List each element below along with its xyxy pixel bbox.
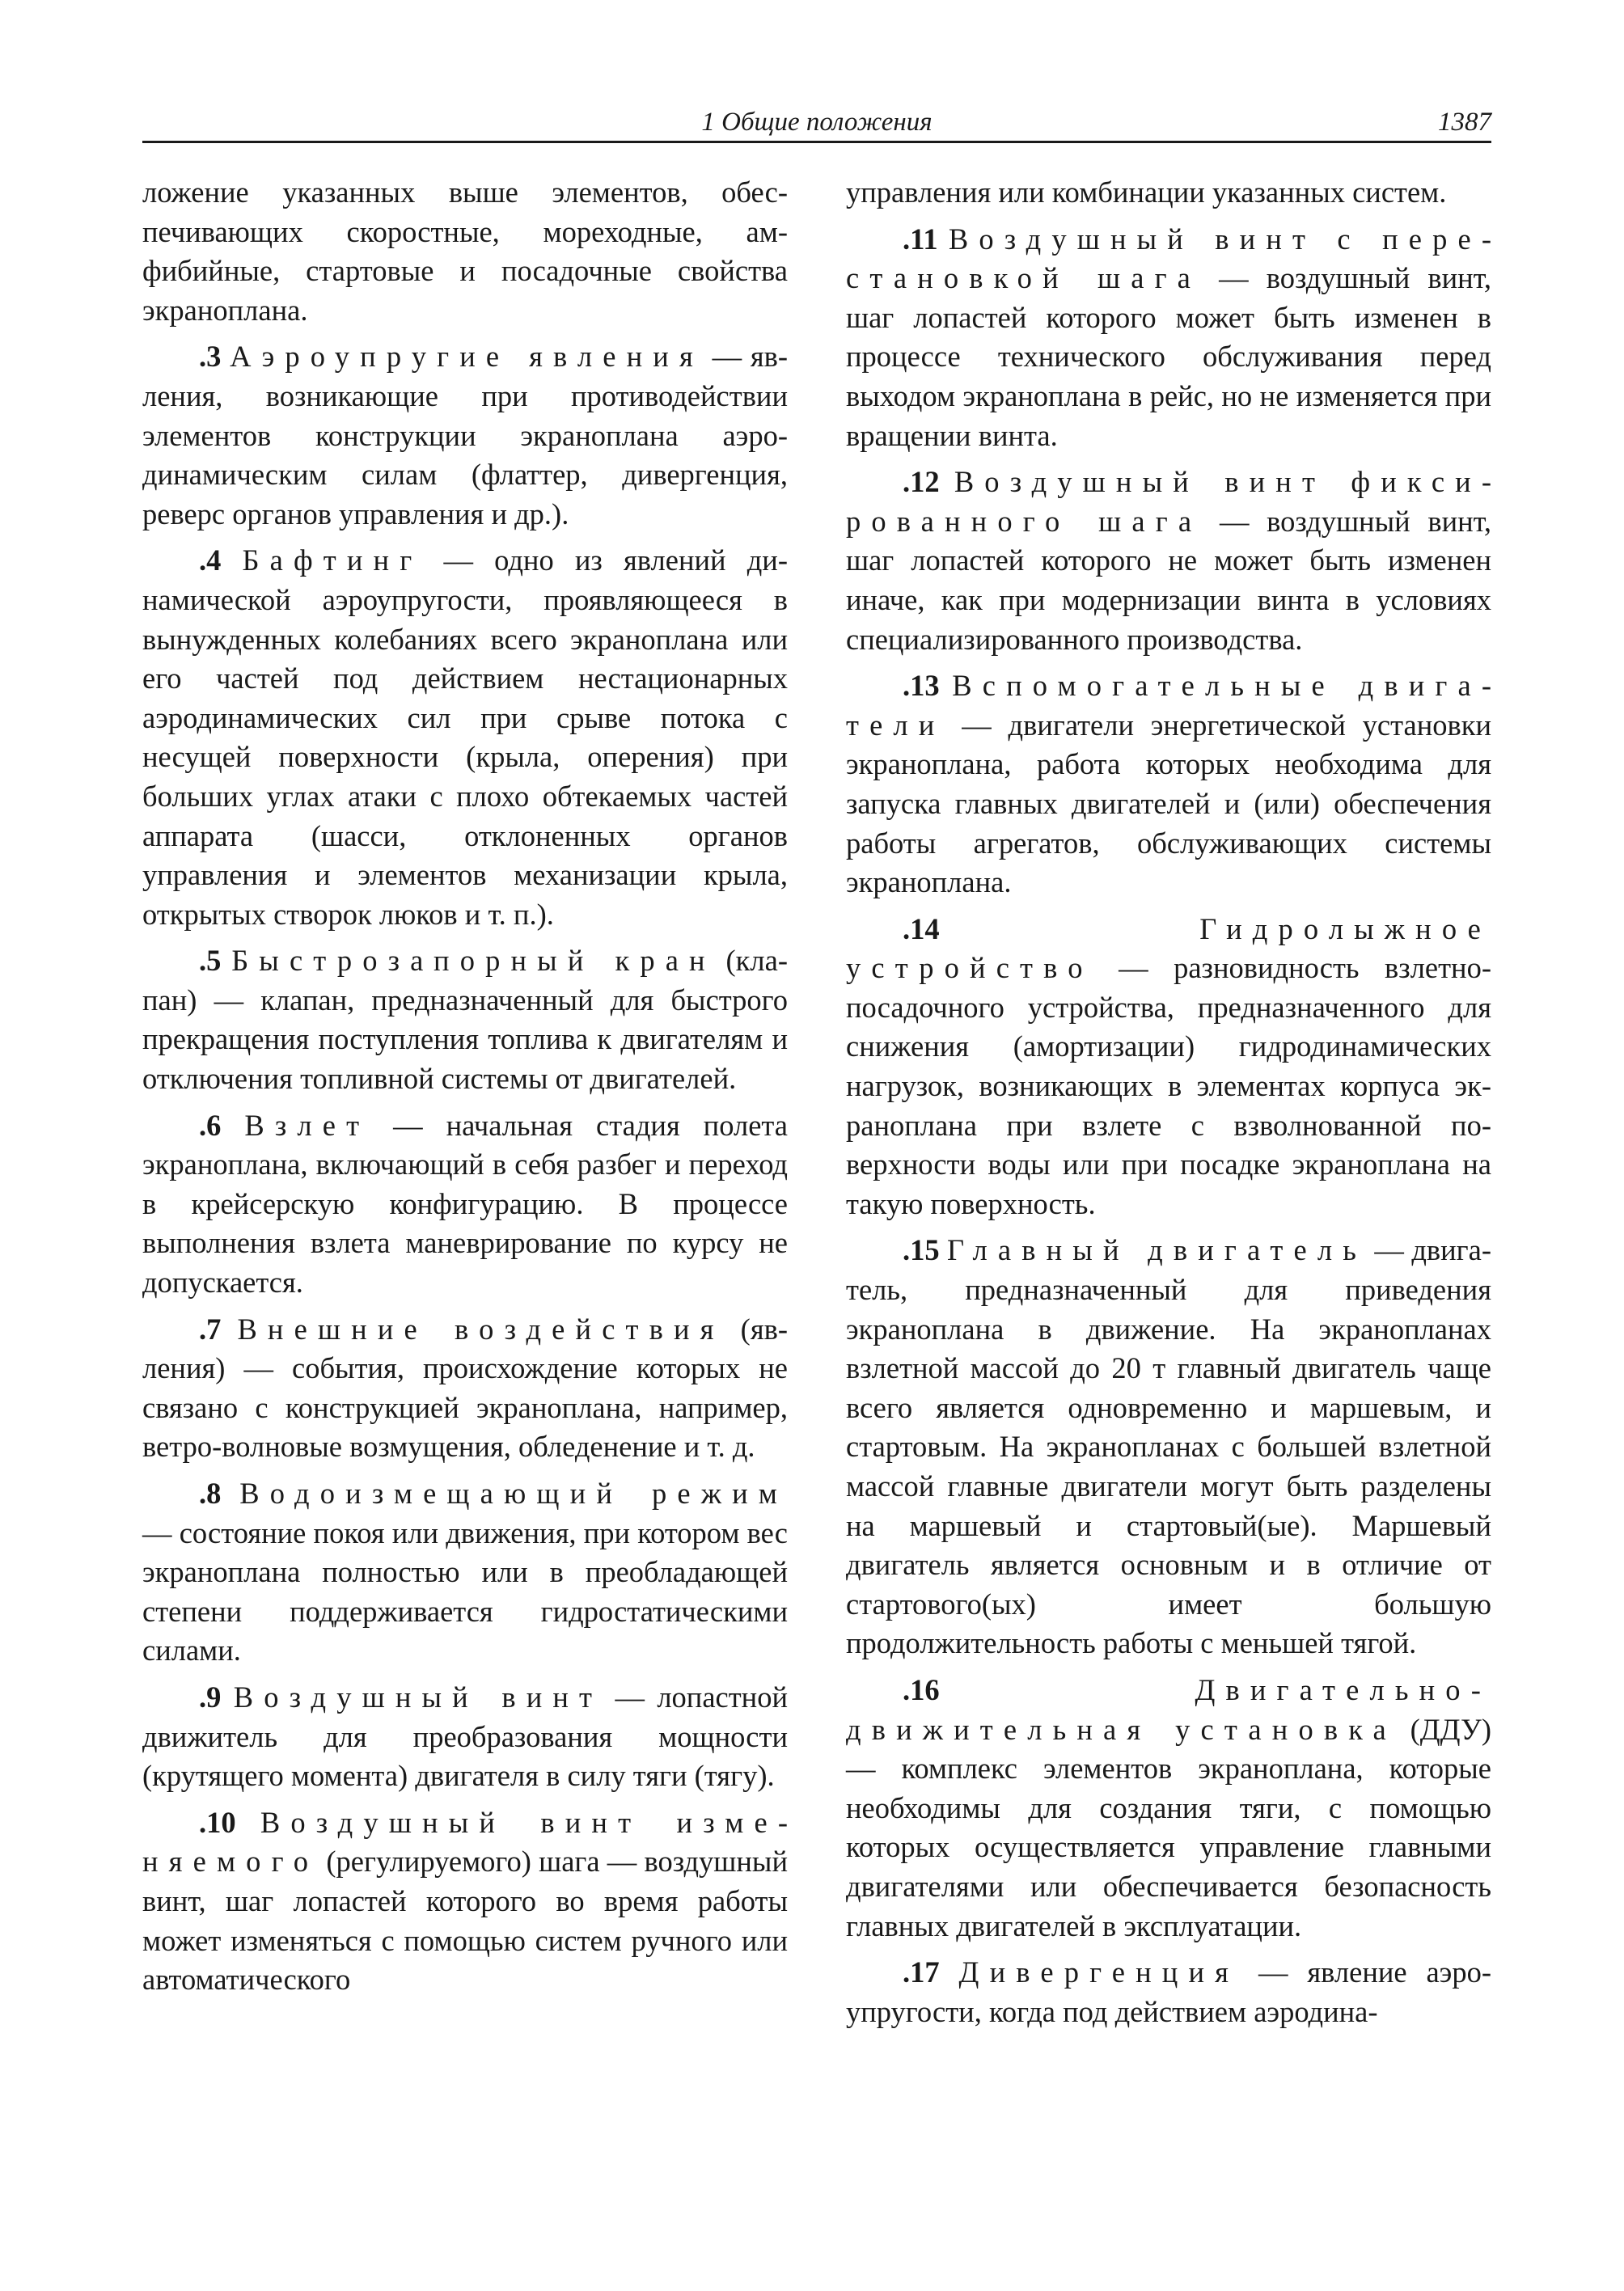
item-number: .16 <box>903 1672 940 1706</box>
definition-text: — двигатель, предназначенный для приведения экраноплана в движение. На экранопланах взлетной массой до 20 т главный двигатель чаще всего является одновременно и маршевым, и стартовым. На экранопланах с большей взлетной массой главные двигатели могут быть разделены на маршевый и стартовый(ые). Маршевый двигатель является основным и в отличие от стартового(ых) имеет большую продолжительность работы с меньшей тягой. <box>846 1233 1492 1660</box>
definition-text: — явления, возникающие при противодействии элементов конструкции экраноплана аэродинамическим силам (флаттер, дивергенция, реверс органов управления и др.). <box>142 340 788 530</box>
paragraph <box>846 1231 1491 1663</box>
paragraph <box>846 173 1491 213</box>
item-number: .14 <box>903 911 940 945</box>
definition-text: (регулируемого) шага — воздушный винт, шаг лопастей которого во время работы может изменяться с помощью систем ручного или автоматического <box>142 1845 788 1997</box>
term: Взлет <box>244 1108 370 1142</box>
term: Бафтинг <box>242 543 423 577</box>
paragraph <box>142 337 788 534</box>
definition-text: — разновидность взлетно-посадочного устройства, предназначенного для снижения (амортизации) гидродинамических нагрузок, возникающих в элементах корпуса экраноплана при взлете с взволнованной поверхности воды или при посадке экраноплана на такую поверхность. <box>846 951 1491 1220</box>
definition-text: — двигатели энергетической установки экраноплана, работа которых необходима для запуска главных двигателей и (или) обеспечения работы агрегатов, обслуживающих системы экраноплана. <box>846 708 1491 899</box>
definition-text: — лопастной движитель для преобразования мощности (крутящего момента) двигателя в силу тяги (тягу). <box>142 1680 788 1793</box>
right-column <box>846 173 1491 2039</box>
paragraph <box>846 220 1491 456</box>
item-number: .6 <box>199 1108 222 1142</box>
term: Воздушный винт с перестановкой шага <box>846 222 1492 295</box>
term: Воздушный винт изменяемого <box>142 1805 788 1879</box>
term: Гидролыжное устройство <box>846 911 1491 985</box>
definition-text: — явление аэроупругости, когда под действием аэродина- <box>846 1955 1492 2028</box>
term: Дивергенция <box>958 1955 1240 1989</box>
item-number: .4 <box>199 543 222 577</box>
paragraph <box>846 666 1491 902</box>
paragraph <box>846 463 1491 659</box>
definition-text: управления или комбинации указанных систем. <box>846 175 1447 209</box>
term: Двигательно-движительная установка <box>846 1672 1491 1746</box>
item-number: .8 <box>199 1477 222 1510</box>
definition-text: — воздушный винт, шаг лопастей которого может быть изменен в процессе технического обслуживания перед выходом экраноплана в рейс, но не изменяется при вращении винта. <box>846 261 1491 452</box>
definition-text: (ДДУ) — комплекс элементов экраноплана, которые необходимы для создания тяги, с помощью которых осуществляется управление главными двигателями или обеспечивается безопасность главных двигателей в эксплуатации. <box>846 1712 1491 1942</box>
paragraph <box>846 1671 1491 1946</box>
definition-text: (явления) — события, происхождение которых не связано с конструкцией экраноплана, например, ветро-волновые возмущения, обледенение и т. д. <box>142 1312 788 1464</box>
paragraph <box>142 541 788 934</box>
definition-text: (клапан) — клапан, предназначенный для быстрого прекращения поступления топлива к двигателям и отключения топливной системы от двигателей. <box>142 944 788 1096</box>
item-number: .12 <box>903 465 940 499</box>
item-number: .7 <box>199 1312 222 1346</box>
paragraph <box>846 1953 1491 2031</box>
item-number: .10 <box>199 1805 236 1839</box>
term: Главный двигатель <box>947 1233 1368 1267</box>
term: Водоизмещающий режим <box>239 1477 788 1510</box>
paragraph <box>142 173 788 330</box>
term: Воздушный винт <box>233 1680 603 1714</box>
item-number: .5 <box>199 944 222 978</box>
paragraph <box>846 910 1491 1224</box>
paragraph <box>142 1678 788 1796</box>
term: Внешние воздействия <box>237 1312 725 1346</box>
definition-text: ложение указанных выше элементов, обеспечивающих скоростные, мореходные, амфибийные, стартовые и посадочные свойства экраноплана. <box>142 175 788 327</box>
page-number: 1387 <box>1438 108 1491 137</box>
paragraph <box>142 1803 788 2000</box>
paragraph <box>142 941 788 1098</box>
item-number: .3 <box>199 340 222 374</box>
definition-text: — воздушный винт, шаг лопастей которого не может быть изменен иначе, как при модернизации винта в условиях специализированного производства. <box>846 504 1491 656</box>
running-header <box>142 104 1491 143</box>
term: Быстрозапорный кран <box>231 944 716 978</box>
item-number: .11 <box>903 222 938 256</box>
paragraph <box>142 1474 788 1671</box>
definition-text: — состояние покоя или движения, при котором вес экраноплана полностью или в преобладающей степени поддерживается гидростатическими силами. <box>142 1515 788 1668</box>
item-number: .9 <box>199 1680 222 1714</box>
section-title: 1 Общие положения <box>701 108 933 137</box>
paragraph <box>142 1310 788 1467</box>
item-number: .17 <box>903 1955 940 1989</box>
definition-text: — начальная стадия полета экраноплана, включающий в себя разбег и переход в крейсерскую конфигурацию. В процессе выполнения взлета маневрирование по курсу не допускается. <box>142 1108 788 1300</box>
item-number: .15 <box>903 1233 940 1267</box>
left-column <box>142 173 788 2007</box>
definition-text: — одно из явлений динамической аэроупругости, проявляющееся в вынужденных колебаниях всего экраноплана или его частей под действием нестационарных аэродинамических сил при срыве потока с несущей поверхности (крыла, оперения) при больших углах атаки с плохо обтекаемых частей аппарата (шасси, отклоненных органов управления и элементов механизации крыла, открытых створок люков и т. п.). <box>142 543 788 931</box>
term: Воздушный винт фиксированного шага <box>846 465 1491 538</box>
paragraph <box>142 1106 788 1303</box>
term: Вспомогательные двигатели <box>846 669 1491 742</box>
item-number: .13 <box>903 669 940 703</box>
term: Аэроупругие явления <box>230 340 704 374</box>
